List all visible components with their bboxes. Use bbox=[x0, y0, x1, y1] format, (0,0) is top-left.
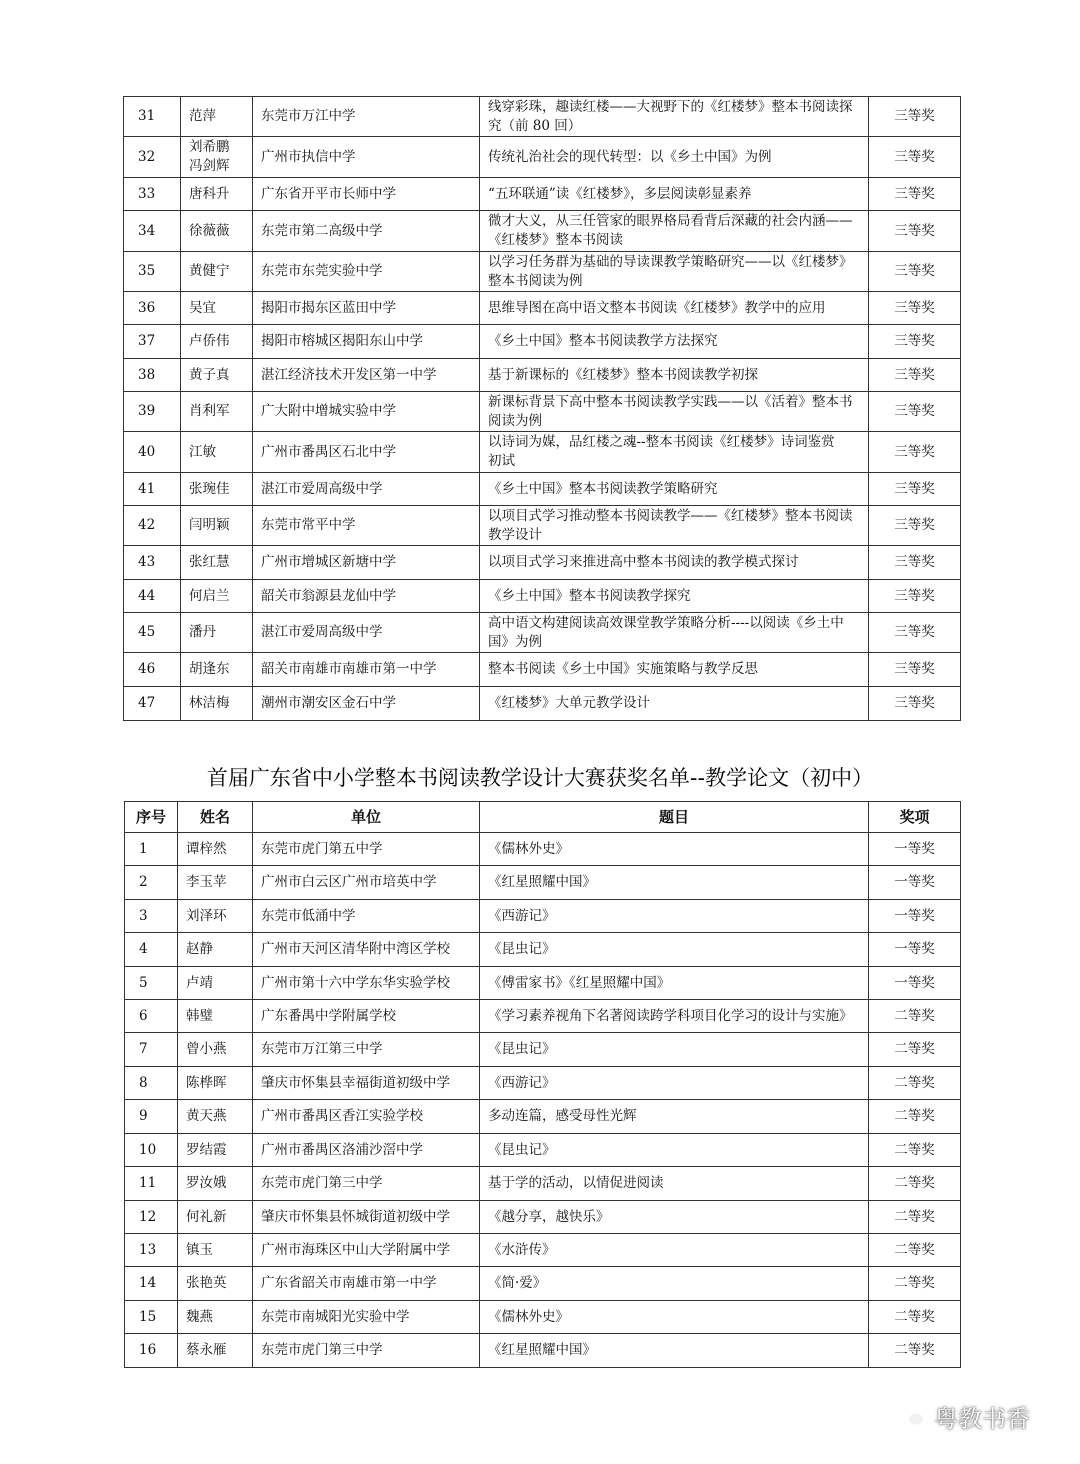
row-title-line: 以项目式学习推动整本书阅读教学——《红楼梦》整本书阅读 bbox=[488, 507, 853, 524]
row-title-line: 线穿彩珠，趣读红楼——大视野下的《红楼梦》整本书阅读探 bbox=[488, 98, 853, 115]
row-name bbox=[181, 653, 253, 687]
row-award: 一等奖 bbox=[869, 967, 961, 1000]
row-title bbox=[480, 546, 869, 580]
row-name bbox=[178, 1033, 253, 1067]
row-title bbox=[480, 1067, 869, 1100]
header-unit: 单位 bbox=[253, 802, 480, 833]
row-title bbox=[480, 1234, 869, 1267]
row-award: 三等奖 bbox=[869, 580, 961, 613]
row-title bbox=[480, 252, 869, 292]
row-title-line: 《傅雷家书》《红星照耀中国》 bbox=[488, 974, 671, 991]
row-name bbox=[181, 252, 253, 292]
row-name-line: 何启兰 bbox=[189, 587, 230, 604]
row-title-line: 《昆虫记》 bbox=[488, 1141, 556, 1158]
row-number: 14 bbox=[125, 1267, 178, 1301]
row-award: 二等奖 bbox=[869, 1334, 961, 1368]
award-table-junior bbox=[124, 801, 961, 1368]
table-row bbox=[125, 1267, 961, 1301]
row-name bbox=[181, 546, 253, 580]
row-number: 41 bbox=[124, 473, 181, 506]
row-title bbox=[480, 473, 869, 506]
row-name-line: 张琬佳 bbox=[189, 480, 230, 497]
row-name bbox=[178, 1234, 253, 1267]
row-title-line: 基于新课标的《红楼梦》整本书阅读教学初探 bbox=[488, 366, 758, 383]
row-unit: 东莞市常平中学 bbox=[253, 506, 480, 546]
table-row bbox=[125, 900, 961, 933]
row-title-line: 整本书阅读《乡土中国》实施策略与教学反思 bbox=[488, 661, 758, 677]
row-title-line: 《西游记》 bbox=[488, 907, 556, 924]
row-name bbox=[181, 292, 253, 325]
row-unit: 广州市白云区广州市培英中学 bbox=[253, 866, 480, 900]
row-number: 31 bbox=[124, 97, 181, 137]
row-unit: 东莞市虎门第五中学 bbox=[253, 833, 480, 866]
row-number: 42 bbox=[124, 506, 181, 546]
row-title bbox=[480, 687, 869, 721]
row-name bbox=[178, 1067, 253, 1100]
row-name bbox=[181, 506, 253, 546]
row-title-line: 《学习素养视角下名著阅读跨学科项目化学习的设计与实施》 bbox=[488, 1007, 853, 1024]
table-row bbox=[124, 546, 961, 580]
row-award: 三等奖 bbox=[869, 687, 961, 721]
row-number: 16 bbox=[125, 1334, 178, 1368]
row-unit: 广州市海珠区中山大学附属中学 bbox=[253, 1234, 480, 1267]
table-row bbox=[125, 1301, 961, 1334]
row-name-line: 张红慧 bbox=[189, 554, 230, 570]
row-title bbox=[480, 178, 869, 211]
row-unit: 肇庆市怀集县怀城街道初级中学 bbox=[253, 1201, 480, 1234]
row-title-line: 《乡土中国》整本书阅读教学方法探究 bbox=[488, 333, 718, 349]
row-name-line: 黄子真 bbox=[189, 366, 230, 383]
row-number: 37 bbox=[124, 325, 181, 359]
row-title-line: 《水浒传》 bbox=[488, 1241, 556, 1258]
row-name bbox=[178, 1000, 253, 1033]
watermark-text: 粤教书香 bbox=[934, 1404, 1030, 1433]
row-title-line: 阅读为例 bbox=[488, 412, 542, 429]
row-title bbox=[480, 833, 869, 866]
award-table-senior-body bbox=[124, 97, 961, 721]
row-name-line: 吴宜 bbox=[189, 299, 216, 316]
table-row bbox=[124, 392, 961, 432]
row-award: 三等奖 bbox=[869, 653, 961, 687]
row-name bbox=[178, 900, 253, 933]
row-award: 三等奖 bbox=[869, 546, 961, 580]
row-title bbox=[480, 967, 869, 1000]
row-unit: 东莞市东莞实验中学 bbox=[253, 252, 480, 292]
row-name bbox=[178, 1301, 253, 1334]
row-title-line: 究（前 80 回） bbox=[488, 117, 582, 134]
wechat-icon bbox=[898, 1403, 926, 1429]
row-title bbox=[480, 325, 869, 359]
row-number: 4 bbox=[125, 933, 178, 967]
row-title bbox=[480, 97, 869, 137]
row-title bbox=[480, 1167, 869, 1201]
row-unit: 韶关市南雄市南雄市第一中学 bbox=[253, 653, 480, 687]
row-name bbox=[178, 967, 253, 1000]
row-title-line: 《简·爱》 bbox=[488, 1275, 547, 1291]
row-name bbox=[181, 97, 253, 137]
row-award: 二等奖 bbox=[869, 1201, 961, 1234]
table-row bbox=[124, 473, 961, 506]
row-award: 三等奖 bbox=[869, 292, 961, 325]
row-unit: 揭阳市榕城区揭阳东山中学 bbox=[253, 325, 480, 359]
row-number: 36 bbox=[124, 292, 181, 325]
row-award: 三等奖 bbox=[869, 211, 961, 252]
row-title bbox=[480, 211, 869, 252]
row-unit: 广州市番禺区洛浦沙滘中学 bbox=[253, 1134, 480, 1167]
row-unit: 东莞市万江中学 bbox=[253, 97, 480, 137]
table-row bbox=[124, 97, 961, 137]
row-name bbox=[178, 1334, 253, 1368]
row-unit: 肇庆市怀集县幸福街道初级中学 bbox=[253, 1067, 480, 1100]
row-number: 9 bbox=[125, 1100, 178, 1134]
row-award: 一等奖 bbox=[869, 833, 961, 866]
row-unit: 广州市番禺区石北中学 bbox=[253, 432, 480, 473]
row-number: 10 bbox=[125, 1134, 178, 1167]
row-award: 二等奖 bbox=[869, 1267, 961, 1301]
row-number: 7 bbox=[125, 1033, 178, 1067]
row-name-line: 卢侨伟 bbox=[189, 333, 230, 349]
table-row bbox=[125, 967, 961, 1000]
row-title bbox=[480, 900, 869, 933]
header-award: 奖项 bbox=[869, 802, 961, 833]
row-title-line: 教学设计 bbox=[488, 526, 542, 543]
row-award: 二等奖 bbox=[869, 1301, 961, 1334]
row-name bbox=[181, 613, 253, 653]
row-title-line: 《红星照耀中国》 bbox=[488, 1342, 596, 1358]
row-number: 34 bbox=[124, 211, 181, 252]
row-name bbox=[181, 211, 253, 252]
row-title-line: 初试 bbox=[488, 453, 515, 469]
row-name-line: 黄天燕 bbox=[186, 1108, 227, 1124]
row-name-line: 谭梓然 bbox=[186, 840, 227, 857]
row-name-line: 张艳英 bbox=[186, 1275, 227, 1291]
row-number: 47 bbox=[124, 687, 181, 721]
row-name-line: 卢靖 bbox=[186, 974, 213, 991]
row-unit: 湛江市爱周高级中学 bbox=[253, 473, 480, 506]
header-name: 姓名 bbox=[178, 802, 253, 833]
row-award: 一等奖 bbox=[869, 866, 961, 900]
row-number: 2 bbox=[125, 866, 178, 900]
row-award: 二等奖 bbox=[869, 1067, 961, 1100]
row-title-line: 《昆虫记》 bbox=[488, 941, 556, 957]
row-award: 三等奖 bbox=[869, 137, 961, 178]
row-title-line: 《西游记》 bbox=[488, 1074, 556, 1091]
table-row bbox=[124, 432, 961, 473]
table-row bbox=[124, 653, 961, 687]
row-unit: 广大附中增城实验中学 bbox=[253, 392, 480, 432]
row-title bbox=[480, 432, 869, 473]
row-title-line: 《乡土中国》整本书阅读教学探究 bbox=[488, 587, 691, 604]
row-number: 13 bbox=[125, 1234, 178, 1267]
header-title: 题目 bbox=[480, 802, 869, 833]
row-unit: 广州市执信中学 bbox=[253, 137, 480, 178]
row-award: 三等奖 bbox=[869, 473, 961, 506]
row-unit: 广州市番禺区香江实验学校 bbox=[253, 1100, 480, 1134]
row-award: 三等奖 bbox=[869, 359, 961, 392]
row-award: 三等奖 bbox=[869, 325, 961, 359]
table-row bbox=[125, 833, 961, 866]
table-row bbox=[125, 1067, 961, 1100]
row-name-line: 赵静 bbox=[186, 941, 213, 957]
row-title bbox=[480, 292, 869, 325]
row-title-line: 《儒林外史》 bbox=[488, 840, 569, 857]
row-number: 46 bbox=[124, 653, 181, 687]
row-name-line: 李玉苹 bbox=[186, 874, 227, 890]
row-award: 三等奖 bbox=[869, 432, 961, 473]
row-name-line: 肖利军 bbox=[189, 403, 230, 419]
row-number: 38 bbox=[124, 359, 181, 392]
table-row bbox=[125, 1000, 961, 1033]
row-name bbox=[178, 1100, 253, 1134]
table-row bbox=[124, 211, 961, 252]
table-header-row bbox=[125, 802, 961, 833]
row-name bbox=[181, 473, 253, 506]
row-number: 1 bbox=[125, 833, 178, 866]
row-title-line: 《红楼梦》整本书阅读 bbox=[488, 232, 623, 248]
row-name-line: 刘泽环 bbox=[186, 907, 227, 924]
row-name bbox=[178, 1167, 253, 1201]
header-no: 序号 bbox=[125, 802, 178, 833]
row-title-line: 多动连篇，感受母性光辉 bbox=[488, 1108, 637, 1124]
row-name-line: 闫明颖 bbox=[189, 517, 230, 533]
row-title-line: 以诗词为媒，品红楼之魂--整本书阅读《红楼梦》诗词鉴赏 bbox=[488, 434, 835, 450]
row-title bbox=[480, 1134, 869, 1167]
row-name-line: 曾小燕 bbox=[186, 1041, 227, 1057]
table-row bbox=[124, 292, 961, 325]
row-title-line: 《昆虫记》 bbox=[488, 1041, 556, 1057]
row-number: 44 bbox=[124, 580, 181, 613]
row-title-line: “五环联通”读《红楼梦》，多层阅读彰显素养 bbox=[488, 185, 752, 202]
row-award: 二等奖 bbox=[869, 1033, 961, 1067]
row-name-line: 林洁梅 bbox=[189, 695, 230, 711]
table-row bbox=[125, 1234, 961, 1267]
row-number: 43 bbox=[124, 546, 181, 580]
row-number: 11 bbox=[125, 1167, 178, 1201]
row-name-line: 唐科升 bbox=[189, 185, 230, 202]
watermark bbox=[898, 1394, 1058, 1438]
row-name bbox=[181, 137, 253, 178]
row-unit: 潮州市潮安区金石中学 bbox=[253, 687, 480, 721]
row-number: 32 bbox=[124, 137, 181, 178]
row-award: 二等奖 bbox=[869, 1100, 961, 1134]
row-title-line: 以项目式学习来推进高中整本书阅读的教学模式探讨 bbox=[488, 554, 799, 570]
row-name-line: 陈桦晖 bbox=[186, 1074, 227, 1091]
row-award: 二等奖 bbox=[869, 1134, 961, 1167]
table-row bbox=[125, 1134, 961, 1167]
table-row bbox=[124, 359, 961, 392]
row-name-line: 镇玉 bbox=[186, 1241, 213, 1258]
row-award: 三等奖 bbox=[869, 97, 961, 137]
row-title-line: 《越分享，越快乐》 bbox=[488, 1208, 610, 1225]
row-title bbox=[480, 506, 869, 546]
row-name-line: 刘希鹏 bbox=[189, 139, 230, 155]
row-title-line: 《儒林外史》 bbox=[488, 1308, 569, 1325]
row-number: 45 bbox=[124, 613, 181, 653]
row-award: 二等奖 bbox=[869, 1167, 961, 1201]
table-row bbox=[125, 1100, 961, 1134]
row-number: 39 bbox=[124, 392, 181, 432]
row-name bbox=[178, 1134, 253, 1167]
row-name bbox=[178, 833, 253, 866]
row-name bbox=[178, 933, 253, 967]
row-name bbox=[178, 1201, 253, 1234]
row-unit: 东莞市虎门第三中学 bbox=[253, 1334, 480, 1368]
row-title bbox=[480, 1033, 869, 1067]
row-name bbox=[178, 1267, 253, 1301]
row-name-line: 黄健宁 bbox=[189, 263, 230, 279]
table-row bbox=[124, 613, 961, 653]
row-award: 一等奖 bbox=[869, 933, 961, 967]
row-title bbox=[480, 613, 869, 653]
section-heading: 首届广东省中小学整本书阅读教学设计大赛获奖名单--教学论文（初中） bbox=[206, 766, 874, 790]
row-unit: 东莞市低涌中学 bbox=[253, 900, 480, 933]
row-number: 33 bbox=[124, 178, 181, 211]
row-number: 3 bbox=[125, 900, 178, 933]
table-row bbox=[124, 252, 961, 292]
table-row bbox=[124, 687, 961, 721]
row-title-line: 《乡土中国》整本书阅读教学策略研究 bbox=[488, 480, 718, 497]
row-title bbox=[480, 1334, 869, 1368]
table-row bbox=[125, 866, 961, 900]
row-name bbox=[181, 325, 253, 359]
row-name bbox=[181, 178, 253, 211]
row-title-line: 《红楼梦》大单元教学设计 bbox=[488, 695, 650, 711]
table-row bbox=[124, 178, 961, 211]
row-title-line: 高中语文构建阅读高效课堂教学策略分析----以阅读《乡土中 bbox=[488, 614, 844, 631]
table-row bbox=[125, 933, 961, 967]
row-award: 二等奖 bbox=[869, 1000, 961, 1033]
row-unit: 东莞市南城阳光实验中学 bbox=[253, 1301, 480, 1334]
row-award: 二等奖 bbox=[869, 1234, 961, 1267]
row-title-line: 微才大义，从三任管家的眼界格局看背后深藏的社会内涵—— bbox=[488, 213, 853, 229]
row-title-line: 传统礼治社会的现代转型：以《乡土中国》为例 bbox=[488, 148, 772, 165]
row-name-line: 蔡永雁 bbox=[186, 1342, 227, 1358]
row-title-line: 《红星照耀中国》 bbox=[488, 874, 596, 890]
row-number: 12 bbox=[125, 1201, 178, 1234]
row-unit: 湛江市爱周高级中学 bbox=[253, 613, 480, 653]
row-name-line: 潘丹 bbox=[189, 624, 216, 640]
row-name bbox=[181, 687, 253, 721]
row-name bbox=[178, 866, 253, 900]
row-number: 6 bbox=[125, 1000, 178, 1033]
row-unit: 湛江经济技术开发区第一中学 bbox=[253, 359, 480, 392]
row-unit: 广州市天河区清华附中湾区学校 bbox=[253, 933, 480, 967]
row-name-line: 魏燕 bbox=[186, 1308, 213, 1325]
table-row bbox=[125, 1201, 961, 1234]
table-row bbox=[125, 1167, 961, 1201]
row-name-line: 韩璧 bbox=[186, 1007, 213, 1024]
row-name bbox=[181, 580, 253, 613]
row-name-line: 胡逢东 bbox=[189, 661, 230, 677]
row-name-line: 罗汝娥 bbox=[186, 1175, 227, 1191]
row-award: 三等奖 bbox=[869, 613, 961, 653]
row-title bbox=[480, 866, 869, 900]
row-title-line: 以学习任务群为基础的导读课教学策略研究——以《红楼梦》 bbox=[488, 253, 853, 270]
row-unit: 广州市增城区新塘中学 bbox=[253, 546, 480, 580]
row-name-line: 罗结霞 bbox=[186, 1141, 227, 1158]
row-title bbox=[480, 1100, 869, 1134]
row-title-line: 基于学的活动，以情促进阅读 bbox=[488, 1175, 664, 1191]
row-award: 三等奖 bbox=[869, 392, 961, 432]
award-table-senior bbox=[123, 96, 961, 721]
row-number: 40 bbox=[124, 432, 181, 473]
award-table-junior-body bbox=[125, 833, 961, 1368]
row-unit: 广州市第十六中学东华实验学校 bbox=[253, 967, 480, 1000]
row-title bbox=[480, 580, 869, 613]
row-title bbox=[480, 359, 869, 392]
row-title bbox=[480, 1267, 869, 1301]
table-row bbox=[124, 506, 961, 546]
row-number: 5 bbox=[125, 967, 178, 1000]
table-row bbox=[124, 580, 961, 613]
row-unit: 东莞市第二高级中学 bbox=[253, 211, 480, 252]
row-award: 三等奖 bbox=[869, 252, 961, 292]
row-number: 8 bbox=[125, 1067, 178, 1100]
row-title bbox=[480, 1301, 869, 1334]
row-title bbox=[480, 933, 869, 967]
row-name-line: 何礼新 bbox=[186, 1208, 227, 1225]
row-title-line: 思维导图在高中语文整本书阅读《红楼梦》教学中的应用 bbox=[488, 299, 826, 316]
table-row bbox=[125, 1334, 961, 1368]
row-name-line: 徐薇薇 bbox=[189, 222, 230, 239]
table-row bbox=[124, 325, 961, 359]
table-row bbox=[125, 1033, 961, 1067]
row-name-line: 江敏 bbox=[189, 443, 216, 460]
row-title-line: 整本书阅读为例 bbox=[488, 272, 583, 289]
row-unit: 东莞市万江第三中学 bbox=[253, 1033, 480, 1067]
row-award: 三等奖 bbox=[869, 178, 961, 211]
row-name bbox=[181, 432, 253, 473]
row-award: 三等奖 bbox=[869, 506, 961, 546]
row-unit: 揭阳市揭东区蓝田中学 bbox=[253, 292, 480, 325]
row-number: 35 bbox=[124, 252, 181, 292]
row-title bbox=[480, 392, 869, 432]
row-title-line: 新课标背景下高中整本书阅读教学实践——以《活着》整本书 bbox=[488, 393, 853, 410]
row-unit: 广东省韶关市南雄市第一中学 bbox=[253, 1267, 480, 1301]
row-title bbox=[480, 137, 869, 178]
row-unit: 韶关市翁源县龙仙中学 bbox=[253, 580, 480, 613]
row-number: 15 bbox=[125, 1301, 178, 1334]
row-name-line: 冯剑辉 bbox=[189, 158, 230, 174]
row-unit: 东莞市虎门第三中学 bbox=[253, 1167, 480, 1201]
row-award: 一等奖 bbox=[869, 900, 961, 933]
row-unit: 广东番禺中学附属学校 bbox=[253, 1000, 480, 1033]
row-title bbox=[480, 653, 869, 687]
table-row bbox=[124, 137, 961, 178]
row-name-line: 范萍 bbox=[189, 108, 216, 124]
row-title-line: 国》为例 bbox=[488, 633, 542, 650]
row-name bbox=[181, 359, 253, 392]
row-title bbox=[480, 1201, 869, 1234]
row-unit: 广东省开平市长师中学 bbox=[253, 178, 480, 211]
row-title bbox=[480, 1000, 869, 1033]
row-name bbox=[181, 392, 253, 432]
